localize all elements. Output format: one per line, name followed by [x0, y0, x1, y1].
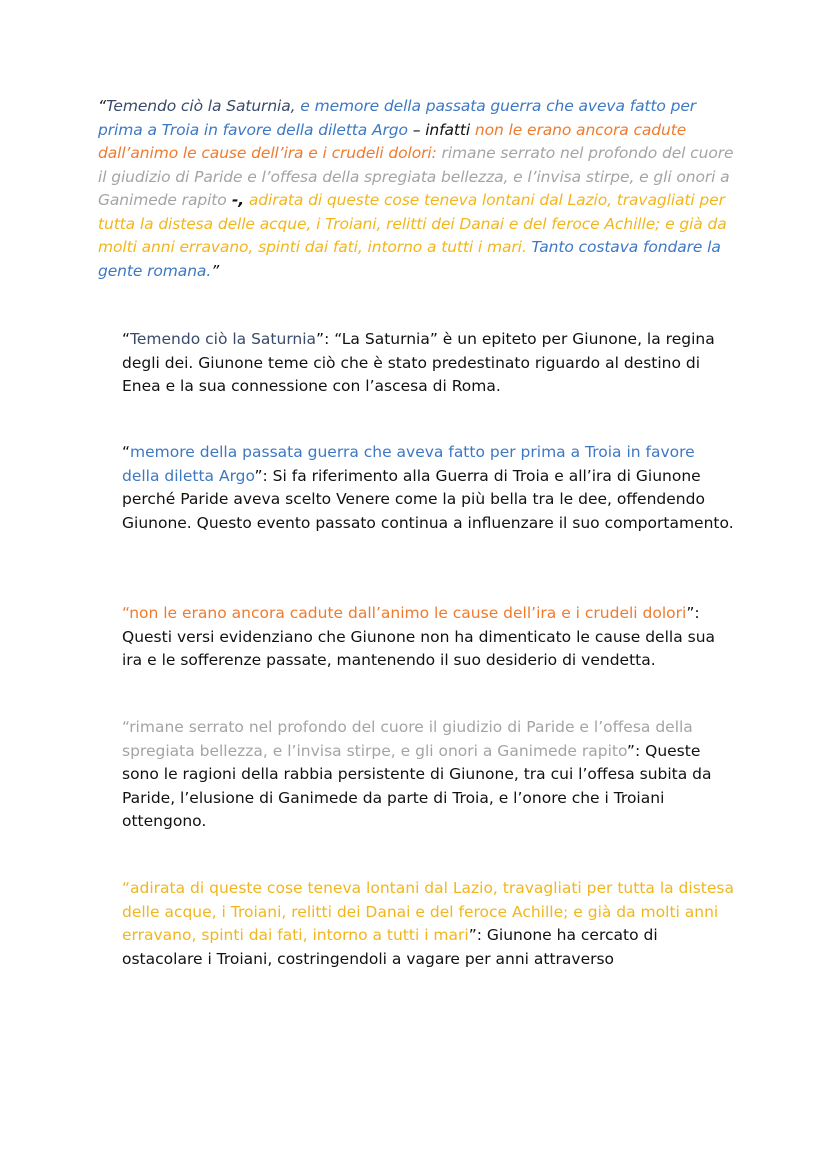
- note-close-mark: ”:: [254, 466, 268, 485]
- commentary-paragraph-cause-ira: [122, 602, 734, 673]
- note-quoted-phrase: Temendo ciò la Saturnia: [130, 330, 317, 348]
- aeneid-quote-paragraph: [98, 95, 738, 283]
- note-close-mark: ”:: [626, 741, 641, 760]
- quote-segment-memore: e memore della passata guerra che aveva fatto per prima a Troia in favore della diletta Argo: [98, 97, 697, 139]
- note-explanation: Questi versi evidenziano che Giunone non ha dimenticato le cause della sua ira e le sofferenze passate, mantenendo il suo desiderio di vendetta.: [122, 627, 716, 669]
- quote-close-mark: ”: [211, 261, 220, 280]
- note-explanation: Giunone ha cercato di ostacolare i Troiani, costringendoli a vagare per anni attraverso: [122, 926, 658, 968]
- quote-segment-cause-ira: non le erano ancora cadute dall’animo le cause dell’ira e i crudeli dolori:: [98, 120, 687, 162]
- quote-segment-gente-romana: Tanto costava fondare la gente romana.: [98, 238, 721, 280]
- commentary-paragraph-saturnia: [122, 328, 734, 399]
- quote-segment-dash: -,: [226, 191, 245, 209]
- quote-segment-saturnia: Temendo ciò la Saturnia,: [105, 97, 296, 115]
- note-explanation: “La Saturnia” è un epiteto per Giunone, la regina degli dei. Giunone teme ciò che è stato predestinato riguardo al destino di Enea e la sua connessione con l’ascesa di Roma.: [122, 330, 715, 395]
- note-quoted-phrase: rimane serrato nel profondo del cuore il giudizio di Paride e l’offesa della spregiata bellezza, e l’invisa stirpe, e gli onori a Ganimede rapito: [122, 718, 693, 760]
- note-close-mark: ”:: [468, 926, 482, 944]
- commentary-paragraph-memore: [122, 441, 734, 535]
- note-open-mark: “: [122, 443, 131, 461]
- quote-segment-adirata: adirata di queste cose teneva lontani dal Lazio, travagliati per tutta la distesa delle acque, i Troiani, relitti dei Danai e del feroce Achille; e già da molti anni erravano, spinti dai fati, intorno a tutti i mari.: [98, 191, 727, 256]
- note-open-mark: “: [122, 604, 130, 622]
- note-explanation: Si fa riferimento alla Guerra di Troia e all’ira di Giunone perché Paride aveva scelto Venere come la più bella tra le dee, offendendo Giunone. Questo evento passato continua a influenzare il suo comportamento.: [122, 466, 734, 532]
- note-close-mark: ”:: [686, 604, 700, 622]
- quote-segment-paride: rimane serrato nel profondo del cuore il giudizio di Paride e l’offesa della spregiata bellezza, e l’invisa stirpe, e gli onori a Ganimede rapito: [98, 144, 734, 209]
- note-open-mark: “: [122, 330, 131, 348]
- note-quoted-phrase: memore della passata guerra che aveva fatto per prima a Troia in favore della diletta Argo: [122, 443, 695, 485]
- note-quoted-phrase: non le erano ancora cadute dall’animo le cause dell’ira e i crudeli dolori: [129, 604, 687, 622]
- note-open-mark: “: [122, 879, 131, 897]
- commentary-paragraph-adirata: [122, 877, 734, 971]
- note-open-mark: “: [122, 718, 130, 736]
- quote-open-mark: “: [98, 97, 106, 115]
- quote-segment-infatti: – infatti: [407, 120, 471, 139]
- commentary-paragraph-paride: [122, 716, 734, 834]
- note-explanation: Queste sono le ragioni della rabbia persistente di Giunone, tra cui l’offesa subita da Paride, l’elusione di Ganimede da parte di Troia, e l’onore che i Troiani ottengono.: [122, 741, 712, 830]
- note-quoted-phrase: adirata di queste cose teneva lontani dal Lazio, travagliati per tutta la distesa delle acque, i Troiani, relitti dei Danai e del feroce Achille; e già da molti anni erravano, spinti dai fati, intorno a tutti i mari: [122, 879, 734, 944]
- note-close-mark: ”:: [316, 330, 330, 348]
